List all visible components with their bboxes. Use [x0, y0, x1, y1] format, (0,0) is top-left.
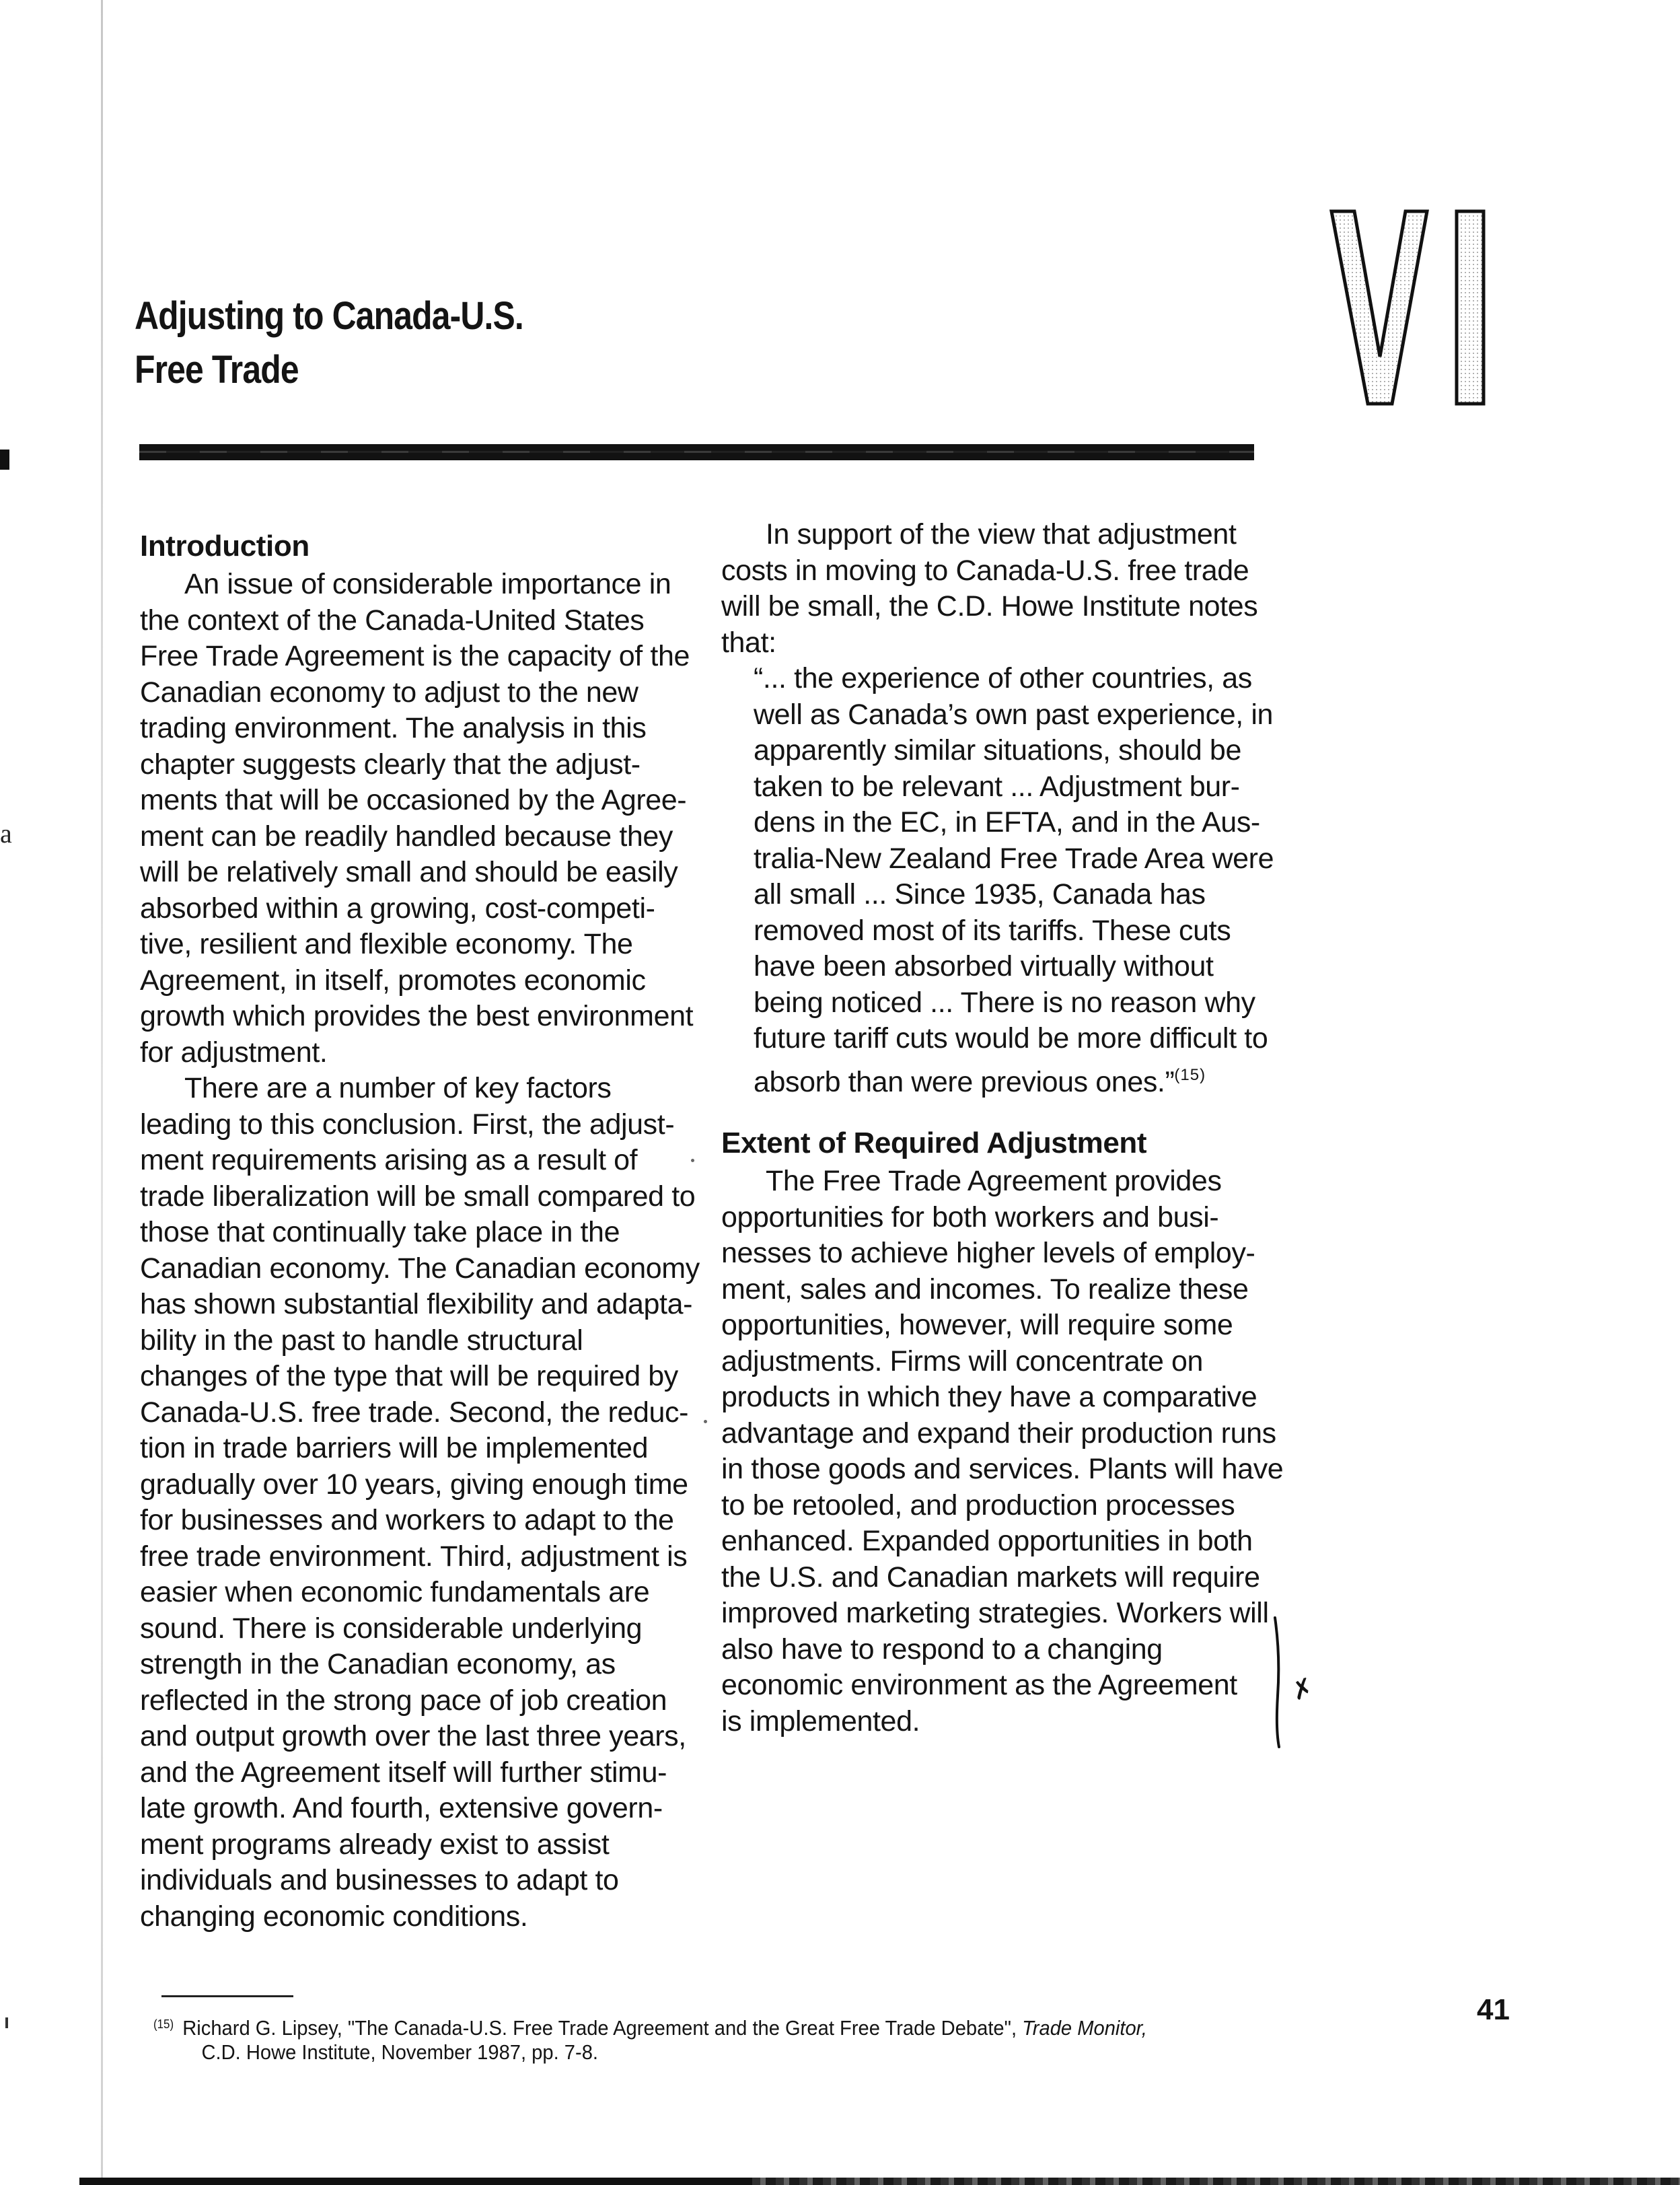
text-line: ment programs already exist to assist: [140, 1828, 610, 1861]
text-line: late growth. And fourth, extensive govern-: [140, 1792, 663, 1824]
text-line: will be small, the C.D. Howe Institute notes: [721, 590, 1258, 622]
text-line: ment can be readily handled because they: [140, 820, 673, 853]
text-line: in those goods and services. Plants will have: [721, 1453, 1284, 1485]
scan-edge: [101, 0, 103, 2185]
chapter-title: [135, 289, 523, 397]
text-line: opportunities for both workers and busi-: [721, 1201, 1219, 1233]
text-line: the U.S. and Canadian markets will require: [721, 1561, 1260, 1593]
text-line: economic environment as the Agreement: [721, 1669, 1237, 1701]
quote-line: being noticed ... There is no reason why: [754, 986, 1255, 1019]
section-heading-extent: Extent of Required Adjustment: [721, 1126, 1147, 1159]
scan-speck: [691, 1159, 694, 1162]
text-line: is implemented.: [721, 1705, 920, 1738]
scan-speck: [704, 1420, 707, 1423]
text-line: reflected in the strong pace of job creation: [140, 1684, 667, 1717]
quote-line: dens in the EC, in EFTA, and in the Aus-: [754, 806, 1260, 838]
text-line: advantage and expand their production runs: [721, 1417, 1276, 1449]
text-line: has shown substantial flexibility and adapta-: [140, 1288, 693, 1320]
footnote-publication: Trade Monitor,: [1022, 2016, 1147, 2040]
scan-bottom-edge: [79, 2178, 1680, 2185]
text-line: absorbed within a growing, cost-competi-: [140, 892, 655, 925]
intro-paragraph-2: [140, 1071, 705, 1935]
text-line: improved marketing strategies. Workers will: [721, 1597, 1269, 1629]
text-line: growth which provides the best environment: [140, 1000, 694, 1032]
text-line: opportunities, however, will require some: [721, 1309, 1233, 1341]
chapter-title-line-2: Free Trade: [135, 348, 299, 392]
text-line: will be relatively small and should be easily: [140, 856, 678, 888]
footnote-rule: [161, 1995, 293, 1997]
text-line: also have to respond to a changing: [721, 1633, 1163, 1665]
support-paragraph: [721, 517, 1286, 661]
text-line: bility in the past to handle structural: [140, 1324, 583, 1357]
text-line: free trade environment. Third, adjustment is: [140, 1540, 688, 1573]
chapter-number: [1322, 202, 1497, 417]
text-line: There are a number of key factors: [184, 1072, 612, 1104]
text-line: nesses to achieve higher levels of employ-: [721, 1237, 1255, 1269]
text-line: Canada-U.S. free trade. Second, the reduc-: [140, 1396, 689, 1429]
quote-line-text: absorb than were previous ones.”: [754, 1065, 1175, 1098]
margin-tick: [5, 2017, 8, 2028]
margin-bracket: [1274, 1615, 1283, 1750]
text-line: easier when economic fundamentals are: [140, 1576, 650, 1608]
text-line: gradually over 10 years, giving enough time: [140, 1468, 688, 1501]
intro-paragraph-1: [140, 567, 705, 1071]
section-heading-introduction: Introduction: [140, 530, 309, 563]
text-line: Agreement, in itself, promotes economic: [140, 964, 646, 997]
quote-line: have been absorbed virtually without: [754, 950, 1214, 982]
quote-line: removed most of its tariffs. These cuts: [754, 914, 1231, 947]
text-line: for businesses and workers to adapt to the: [140, 1504, 674, 1536]
title-rule: [139, 444, 1254, 460]
handwritten-mark: ✗: [1287, 1671, 1318, 1707]
quote-line: future tariff cuts would be more difficult to: [754, 1022, 1268, 1054]
left-column: [140, 528, 705, 1935]
text-line: changes of the type that will be required by: [140, 1360, 678, 1392]
text-line: costs in moving to Canada-U.S. free trade: [721, 554, 1249, 587]
footnote-ref: (15): [1174, 1065, 1206, 1084]
quote-line: well as Canada’s own past experience, in: [754, 698, 1274, 731]
text-line: changing economic conditions.: [140, 1900, 528, 1933]
extent-paragraph: [721, 1163, 1286, 1740]
text-line: for adjustment.: [140, 1036, 328, 1069]
text-line: Canadian economy. The Canadian economy: [140, 1252, 700, 1285]
text-line: products in which they have a comparative: [721, 1381, 1257, 1413]
quote-line: “... the experience of other countries, as: [754, 662, 1252, 694]
text-line: tion in trade barriers will be implemented: [140, 1432, 649, 1464]
margin-letter: a: [0, 818, 12, 849]
quote-line: tralia-New Zealand Free Trade Area were: [754, 842, 1274, 875]
text-line: ments that will be occasioned by the Agree-: [140, 784, 687, 816]
chapter-title-line-1: Adjusting to Canada-U.S.: [135, 294, 523, 338]
text-line: that:: [721, 626, 776, 659]
block-quote: [721, 661, 1286, 1100]
footnote: [153, 2012, 1147, 2065]
text-line: leading to this conclusion. First, the adjust-: [140, 1108, 675, 1141]
page-number: 41: [1477, 1993, 1510, 2026]
text-line: The Free Trade Agreement provides: [766, 1165, 1222, 1197]
text-line: trading environment. The analysis in this: [140, 712, 647, 744]
text-line: trade liberalization will be small compared to: [140, 1180, 696, 1213]
text-line: strength in the Canadian economy, as: [140, 1648, 616, 1680]
text-line: those that continually take place in the: [140, 1216, 620, 1248]
text-line: sound. There is considerable underlying: [140, 1612, 643, 1645]
quote-line-last: [754, 1057, 1286, 1101]
footnote-number: (15): [153, 2017, 174, 2031]
quote-line: all small ... Since 1935, Canada has: [754, 878, 1206, 910]
text-line: ment, sales and incomes. To realize these: [721, 1273, 1249, 1305]
text-line: ment requirements arising as a result of: [140, 1144, 638, 1176]
text-line: the context of the Canada-United States: [140, 604, 645, 637]
margin-mark: [0, 450, 9, 470]
text-line: chapter suggests clearly that the adjust-: [140, 748, 641, 781]
text-line: adjustments. Firms will concentrate on: [721, 1345, 1204, 1377]
footnote-text-line-2: C.D. Howe Institute, November 1987, pp. 7-8.: [201, 2040, 599, 2064]
right-column: [721, 517, 1286, 1740]
text-line: Canadian economy to adjust to the new: [140, 676, 638, 709]
text-line: and the Agreement itself will further stimu-: [140, 1756, 667, 1789]
quote-line: taken to be relevant ... Adjustment bur-: [754, 770, 1240, 803]
text-line: tive, resilient and flexible economy. The: [140, 928, 633, 960]
text-line: Free Trade Agreement is the capacity of the: [140, 640, 690, 672]
footnote-text: Richard G. Lipsey, "The Canada-U.S. Free Trade Agreement and the Great Free Trade Debate",: [182, 2016, 1023, 2040]
text-line: In support of the view that adjustment: [766, 518, 1237, 550]
text-line: and output growth over the last three years,: [140, 1720, 686, 1752]
text-line: enhanced. Expanded opportunities in both: [721, 1525, 1253, 1557]
text-line: to be retooled, and production processes: [721, 1489, 1235, 1521]
text-line: individuals and businesses to adapt to: [140, 1864, 619, 1896]
quote-line: apparently similar situations, should be: [754, 734, 1241, 766]
text-line: An issue of considerable importance in: [184, 568, 671, 600]
